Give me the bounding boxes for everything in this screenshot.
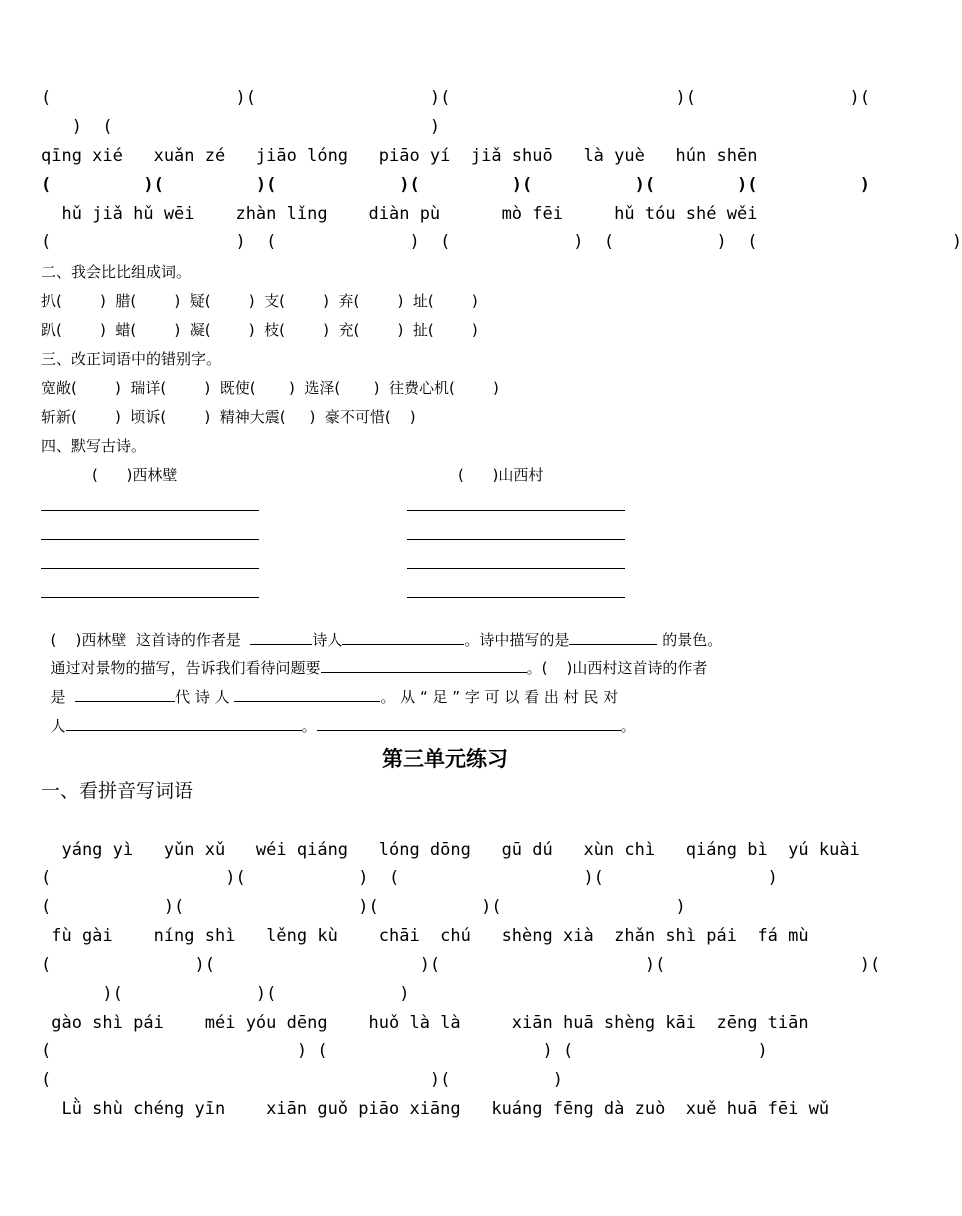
- question-text: 。 从 “ 足 ” 字 可 以 看 出 村 民 对: [380, 688, 619, 706]
- question-text: ( )西林壁 这首诗的作者是: [50, 631, 251, 649]
- question-text: 。: [301, 717, 317, 735]
- correction-row[interactable]: 斩新( ) 顷诉( ) 精神大震( ) 豪不可惜( ): [41, 408, 416, 426]
- pinyin-row: gào shì pái méi yóu dēng huǒ là là xiān huā shèng kāi zēng tiān: [41, 1013, 809, 1033]
- pinyin-row: Lǜ shù chéng yīn xiān guǒ piāo xiāng kuáng fēng dà zuò xuě huā fēi wǔ: [41, 1099, 830, 1119]
- section-heading: 二、我会比比组成词。: [41, 263, 192, 281]
- poem-writing-line[interactable]: [407, 539, 625, 540]
- question-text: 。: [620, 717, 636, 735]
- answer-blanks-row[interactable]: )( )( ): [41, 984, 410, 1004]
- poem-writing-line[interactable]: [407, 510, 625, 511]
- poem-writing-line[interactable]: [41, 539, 259, 540]
- poem-writing-line[interactable]: [41, 568, 259, 569]
- answer-blanks-row[interactable]: ( )( ) ( )( ): [41, 868, 778, 888]
- answer-blanks-row[interactable]: ( )( )( )( )(: [41, 955, 881, 975]
- answer-blanks-row[interactable]: ( )( )( )( ): [41, 897, 686, 917]
- answer-blanks-row[interactable]: ( )( )( )( )( )( )( ): [41, 175, 871, 195]
- pinyin-row: fù gài níng shì lěng kù chāi chú shèng xià zhǎn shì pái fá mù: [41, 926, 809, 946]
- pinyin-row: yáng yì yǔn xǔ wéi qiáng lóng dōng gū dú xùn chì qiáng bì yú kuài: [41, 840, 860, 860]
- question-text: 人: [50, 717, 66, 735]
- unit-title: 第三单元练习: [382, 747, 508, 771]
- pinyin-row: hǔ jiǎ hǔ wēi zhàn lǐng diàn pù mò fēi hǔ tóu shé wěi: [41, 204, 758, 224]
- answer-blanks-row[interactable]: ( )( ): [41, 1070, 563, 1090]
- question-text: 诗人: [312, 631, 343, 649]
- poem-question-line: [41, 696, 636, 736]
- poem-writing-line[interactable]: [407, 597, 625, 598]
- fill-blank[interactable]: [66, 716, 302, 731]
- question-text: 通过对景物的描写，告诉我们看待问题要: [50, 659, 321, 677]
- poem-title[interactable]: ( )西林壁: [92, 466, 178, 484]
- question-text: 的景色。: [657, 631, 723, 649]
- question-text: 。( )山西村这首诗的作者: [526, 659, 708, 677]
- answer-blanks-row[interactable]: ( ) ( ) ( ) ( ) ( ): [41, 232, 962, 252]
- word-group-row[interactable]: 扒( ) 腊( ) 疑( ) 支( ) 弃( ) 址( ): [41, 292, 478, 310]
- pinyin-row: qīng xié xuǎn zé jiāo lóng piāo yí jiǎ shuō là yuè hún shēn: [41, 146, 758, 166]
- poem-writing-line[interactable]: [41, 597, 259, 598]
- section-heading: 四、默写古诗。: [41, 437, 147, 455]
- poem-title[interactable]: ( )山西村: [458, 466, 544, 484]
- word-group-row[interactable]: 趴( ) 蜡( ) 凝( ) 枝( ) 充( ) 扯( ): [41, 321, 478, 339]
- answer-blanks-row[interactable]: ) ( ): [41, 117, 441, 137]
- section-heading: 三、改正词语中的错别字。: [41, 350, 222, 368]
- section-heading: 一、看拼音写词语: [41, 780, 194, 802]
- poem-writing-line[interactable]: [41, 510, 259, 511]
- answer-blanks-row[interactable]: ( ) ( ) ( ): [41, 1041, 768, 1061]
- question-text: 代 诗 人: [175, 688, 230, 706]
- question-text: 是: [50, 688, 66, 706]
- poem-writing-line[interactable]: [407, 568, 625, 569]
- correction-row[interactable]: 宽敞( ) 瑞详( ) 既使( ) 选泽( ) 往费心机( ): [41, 379, 499, 397]
- question-text: 。诗中描写的是: [464, 631, 570, 649]
- answer-blanks-row[interactable]: ( )( )( )( )(: [41, 88, 871, 108]
- fill-blank[interactable]: [317, 716, 621, 731]
